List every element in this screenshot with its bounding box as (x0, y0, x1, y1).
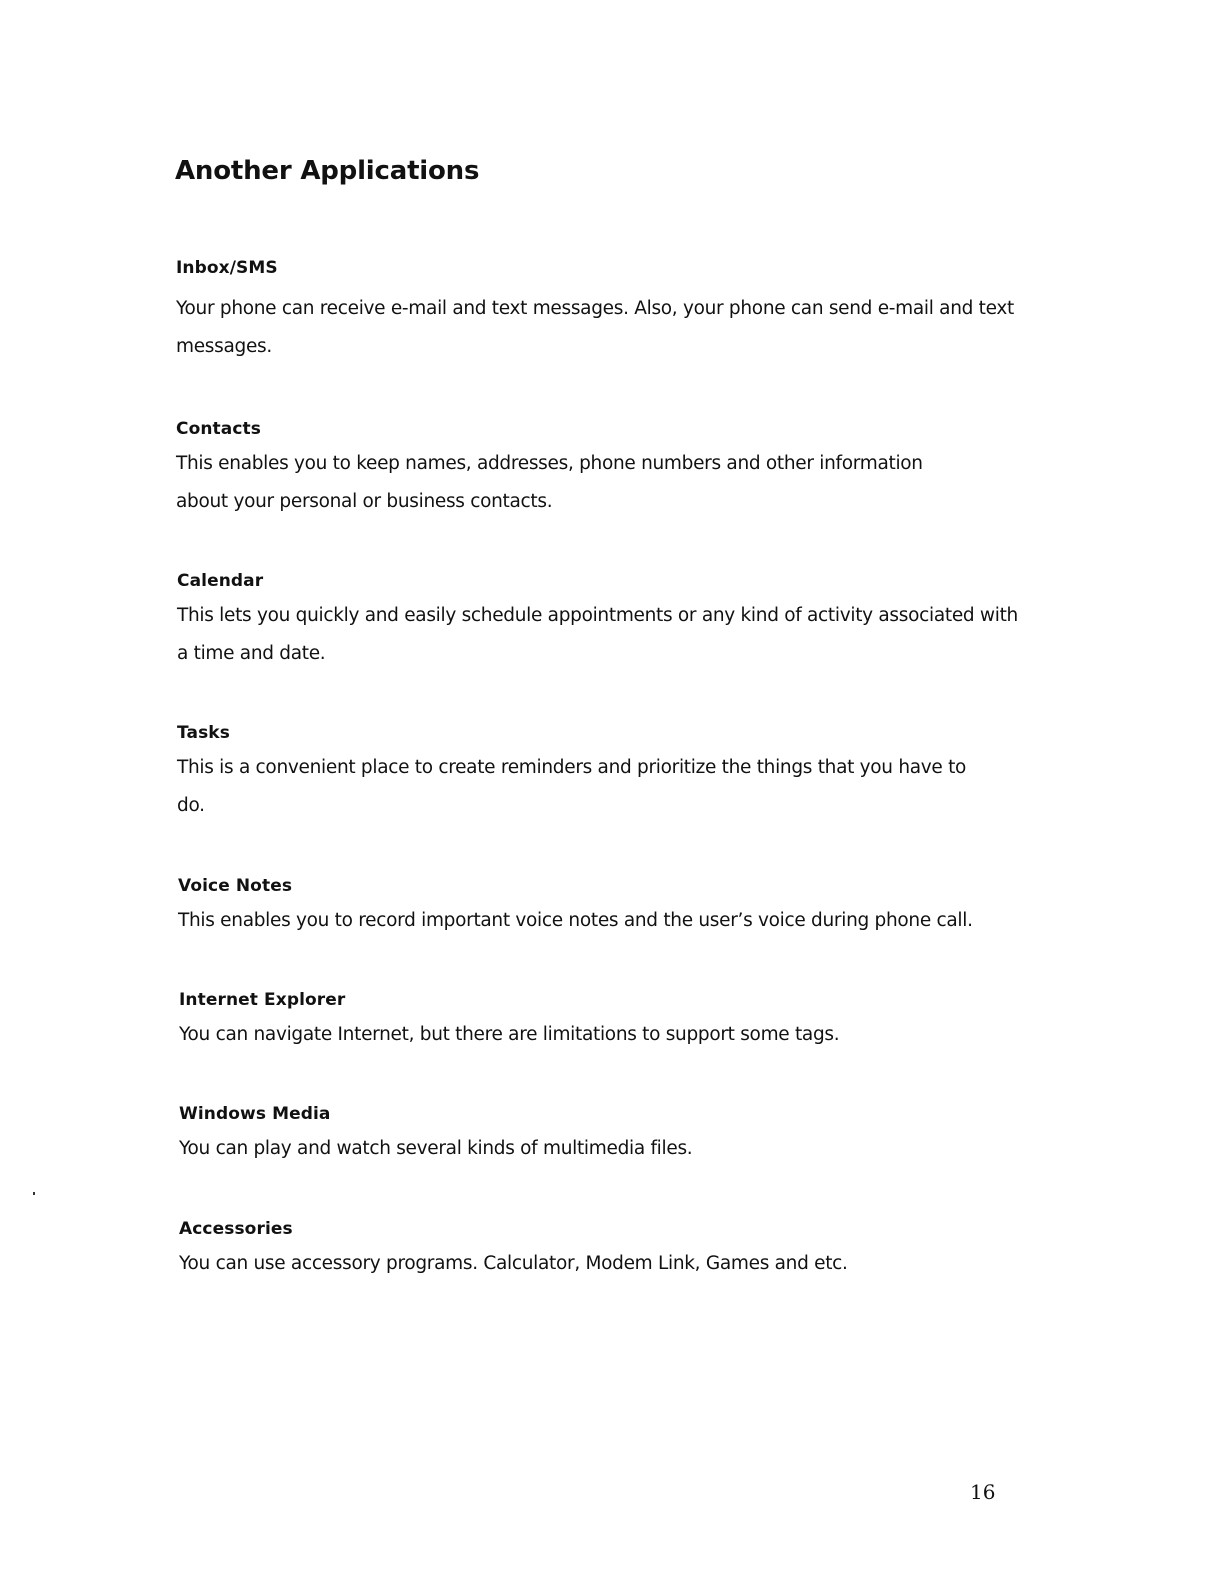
section-body: This enables you to keep names, addresses, phone numbers and other information about your personal or business contacts. (176, 453, 923, 512)
section-body: You can use accessory programs. Calculator, Modem Link, Games and etc. (179, 1253, 848, 1274)
section-windows-media (179, 1102, 1029, 1168)
section-heading: Contacts (176, 419, 261, 439)
scan-speck (33, 1192, 35, 1195)
section-body: This lets you quickly and easily schedule appointments or any kind of activity associated with a time and date. (177, 605, 1018, 664)
section-body: Your phone can receive e-mail and text messages. Also, your phone can send e-mail and text messages. (176, 298, 1014, 357)
section-internet-explorer (179, 988, 1029, 1054)
section-heading: Windows Media (179, 1104, 331, 1124)
section-inbox-sms (176, 256, 1026, 366)
section-body: You can navigate Internet, but there are limitations to support some tags. (179, 1024, 840, 1045)
section-heading: Calendar (177, 571, 264, 591)
section-contacts (176, 417, 1026, 521)
section-accessories (179, 1217, 1029, 1283)
section-voice-notes (178, 874, 1028, 940)
page-title: Another Applications (175, 156, 480, 186)
section-tasks (177, 721, 1027, 825)
section-heading: Accessories (179, 1219, 293, 1239)
page-number: 16 (970, 1480, 996, 1504)
section-heading: Voice Notes (178, 876, 293, 896)
section-body: This is a convenient place to create reminders and prioritize the things that you have to do. (177, 757, 967, 816)
section-heading: Internet Explorer (179, 990, 346, 1010)
section-heading: Inbox/SMS (176, 258, 278, 278)
section-body: You can play and watch several kinds of multimedia files. (179, 1138, 693, 1159)
section-calendar (177, 569, 1027, 673)
section-body: This enables you to record important voice notes and the user’s voice during phone call. (178, 910, 973, 931)
section-heading: Tasks (177, 723, 230, 743)
